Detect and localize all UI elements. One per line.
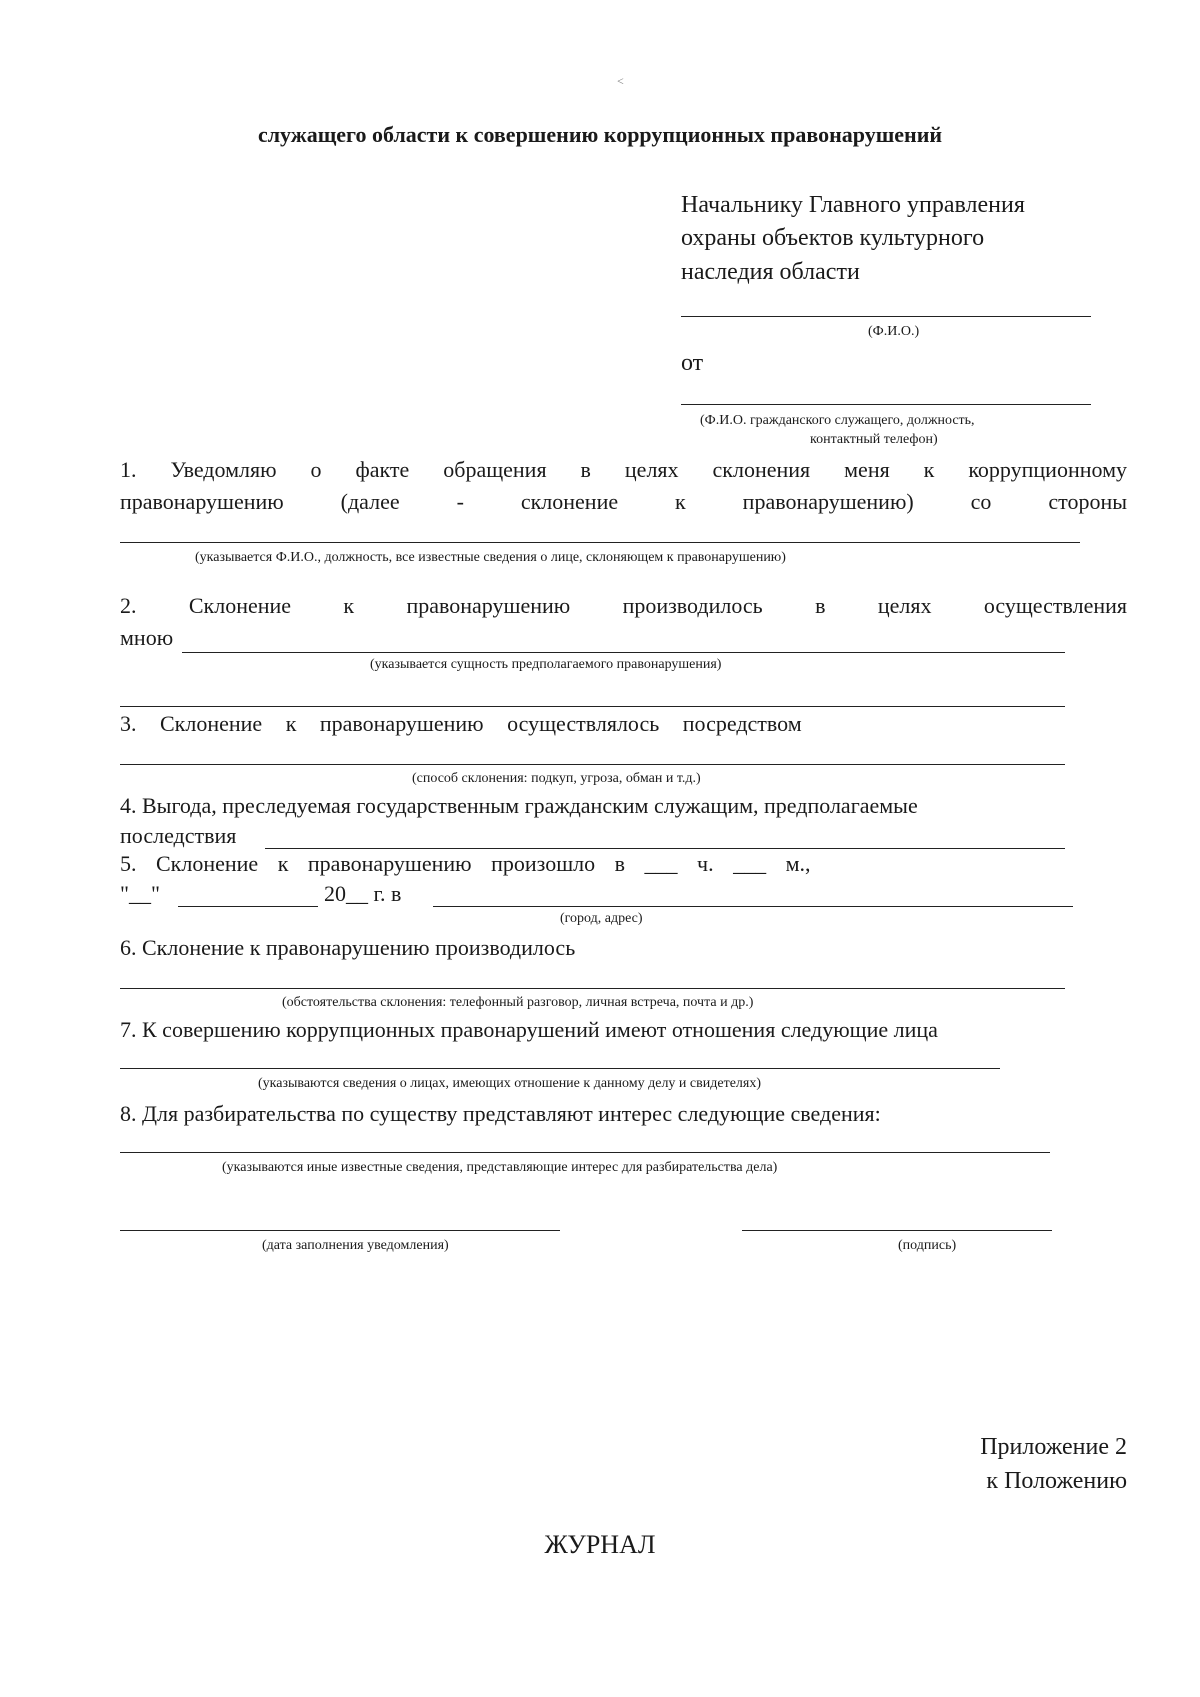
page-mark: < — [617, 74, 624, 88]
item-5-place-field[interactable] — [433, 906, 1073, 907]
item-1-caption: (указывается Ф.И.О., должность, все известные сведения о лице, склоняющем к правонарушению) — [195, 550, 786, 565]
sender-caption-2: контактный телефон) — [810, 432, 938, 447]
item-8-field[interactable] — [120, 1152, 1050, 1153]
from-label: от — [681, 350, 704, 376]
sender-caption-1: (Ф.И.О. гражданского служащего, должность, — [700, 413, 975, 428]
item-8-caption: (указываются иные известные сведения, представляющие интерес для разбирательства дела) — [222, 1160, 778, 1175]
item-1-line-2: правонарушению (далее - склонение к правонарушению) со стороны — [120, 489, 1127, 514]
fio-field[interactable] — [681, 316, 1091, 317]
item-3-line-1: 3. Склонение к правонарушению осуществлялось посредством — [120, 711, 802, 736]
item-8-line-1: 8. Для разбирательства по существу представляют интерес следующие сведения: — [120, 1101, 881, 1126]
item-2-line-1: 2. Склонение к правонарушению производилось в целях осуществления — [120, 593, 1127, 618]
date-caption: (дата заполнения уведомления) — [262, 1238, 449, 1253]
fio-caption: (Ф.И.О.) — [868, 324, 920, 339]
item-4-line-2: последствия — [120, 823, 237, 848]
item-7-line-1: 7. К совершению коррупционных правонарушений имеют отношения следующие лица — [120, 1017, 938, 1042]
item-3-field[interactable] — [120, 764, 1065, 765]
item-4-line-1: 4. Выгода, преследуемая государственным гражданским служащим, предполагаемые — [120, 793, 918, 818]
item-5-line-1: 5. Склонение к правонарушению произошло в ___ ч. ___ м., — [120, 851, 811, 876]
item-5-month-field[interactable] — [178, 906, 318, 907]
signature-caption: (подпись) — [898, 1238, 957, 1253]
sender-field[interactable] — [681, 404, 1091, 405]
item-2-field[interactable] — [182, 652, 1065, 653]
addressee-line-2: охраны объектов культурного — [681, 225, 985, 251]
item-6-field[interactable] — [120, 988, 1065, 989]
addressee-line-3: наследия области — [681, 259, 860, 285]
appendix-line-1: Приложение 2 — [980, 1434, 1127, 1460]
item-7-field[interactable] — [120, 1068, 1000, 1069]
item-7-caption: (указываются сведения о лицах, имеющих отношение к данному делу и свидетелях) — [258, 1076, 761, 1091]
item-5-caption: (город, адрес) — [560, 911, 643, 926]
document-title: служащего области к совершению коррупционных правонарушений — [257, 122, 943, 147]
item-5-year: 20__ г. в — [324, 881, 402, 906]
item-4-field[interactable] — [265, 848, 1065, 849]
item-3-caption: (способ склонения: подкуп, угроза, обман и т.д.) — [412, 771, 701, 786]
item-2-line-2: мною — [120, 625, 174, 650]
item-1-field[interactable] — [120, 542, 1080, 543]
addressee-line-1: Начальнику Главного управления — [681, 192, 1025, 218]
item-1-line-1: 1. Уведомляю о факте обращения в целях склонения меня к коррупционному — [120, 457, 1127, 482]
journal-title: ЖУРНАЛ — [544, 1530, 656, 1559]
item-2-caption: (указывается сущность предполагаемого правонарушения) — [370, 657, 722, 672]
signature-field[interactable] — [742, 1230, 1052, 1231]
date-field[interactable] — [120, 1230, 560, 1231]
item-5-quote: "__" — [120, 881, 160, 906]
item-6-caption: (обстоятельства склонения: телефонный разговор, личная встреча, почта и др.) — [282, 995, 754, 1010]
appendix-line-2: к Положению — [986, 1468, 1127, 1494]
item-2-field-extra[interactable] — [120, 706, 1065, 707]
item-6-line-1: 6. Склонение к правонарушению производилось — [120, 935, 576, 960]
